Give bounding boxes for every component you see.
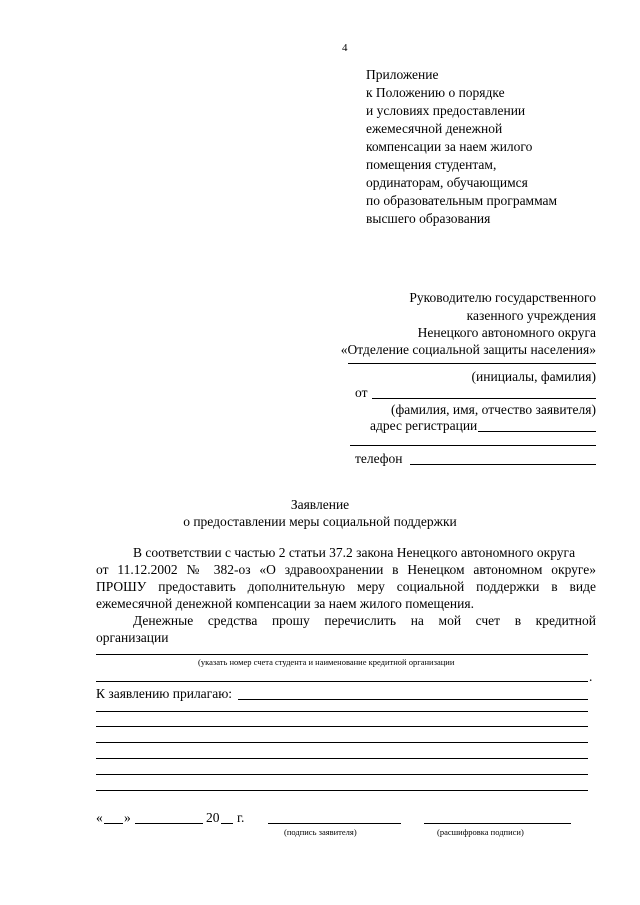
- date-close-quote: »: [124, 810, 131, 825]
- year-suffix: г.: [237, 810, 245, 825]
- appendix-line: и условиях предоставлении: [366, 103, 526, 118]
- day-field[interactable]: [104, 823, 123, 824]
- attach-line[interactable]: [96, 790, 588, 791]
- page-number: 4: [342, 42, 348, 54]
- addressee-line: казенного учреждения: [466, 308, 596, 323]
- month-field[interactable]: [135, 823, 203, 824]
- signature-field[interactable]: [268, 823, 401, 824]
- address-label: адрес регистрации: [370, 418, 478, 433]
- attach-label: К заявлению прилагаю:: [96, 686, 233, 701]
- year-prefix: 20: [206, 810, 220, 825]
- phone-field[interactable]: [410, 464, 596, 465]
- attach-line[interactable]: [96, 726, 588, 727]
- addressee-line: Руководителю государственного: [409, 290, 596, 305]
- body-line: организации: [96, 630, 169, 645]
- appendix-line: высшего образования: [366, 211, 491, 226]
- addressee-line: Ненецкого автономного округа: [417, 325, 596, 340]
- body-line: В соответствии с частью 2 статьи 37.2 закона Ненецкого автономного округа: [133, 545, 576, 560]
- appendix-line: Приложение: [366, 67, 439, 82]
- signature-caption: (подпись заявителя): [284, 827, 357, 837]
- body-line: от 11.12.2002 № 382-оз «О здравоохранении в Ненецком автономном округе»: [96, 562, 596, 577]
- appendix-line: компенсации за наем жилого: [366, 139, 533, 154]
- document-subtitle: о предоставлении меры социальной поддержки: [183, 514, 457, 529]
- account-period: .: [589, 669, 593, 684]
- date-open-quote: «: [96, 810, 103, 825]
- attach-line[interactable]: [96, 758, 588, 759]
- appendix-line: ординаторам, обучающимся: [366, 175, 528, 190]
- fio-field[interactable]: [372, 398, 596, 399]
- from-label: от: [355, 385, 368, 400]
- attach-line[interactable]: [96, 774, 588, 775]
- appendix-line: ежемесячной денежной: [366, 121, 503, 136]
- appendix-line: по образовательным программам: [366, 193, 558, 208]
- initials-caption: (инициалы, фамилия): [471, 369, 596, 384]
- phone-label: телефон: [355, 451, 403, 466]
- document-title: Заявление: [290, 497, 350, 512]
- signature-decode-field[interactable]: [424, 823, 571, 824]
- fio-caption: (фамилия, имя, отчество заявителя): [390, 402, 596, 417]
- address-field-2[interactable]: [350, 445, 596, 446]
- body-line: ПРОШУ предоставить дополнительную меру социальной поддержки в виде: [96, 579, 596, 594]
- year-field[interactable]: [221, 823, 233, 824]
- addressee-line: «Отделение социальной защиты населения»: [340, 342, 596, 357]
- appendix-line: к Положению о порядке: [366, 85, 505, 100]
- body-line: ежемесячной денежной компенсации за наем жилого помещения.: [96, 596, 474, 611]
- attach-line[interactable]: [96, 742, 588, 743]
- appendix-line: помещения студентам,: [366, 157, 497, 172]
- decode-caption: (расшифровка подписи): [437, 827, 524, 837]
- account-caption: (указать номер счета студента и наименование кредитной организации: [198, 657, 455, 667]
- initials-field[interactable]: [348, 363, 596, 364]
- account-field[interactable]: [96, 654, 588, 655]
- account-field-2[interactable]: [96, 681, 588, 682]
- attach-line[interactable]: [238, 699, 588, 700]
- attach-line[interactable]: [96, 711, 588, 712]
- address-field[interactable]: [478, 431, 596, 432]
- body-line: Денежные средства прошу перечислить на мой счет в кредитной: [133, 613, 596, 628]
